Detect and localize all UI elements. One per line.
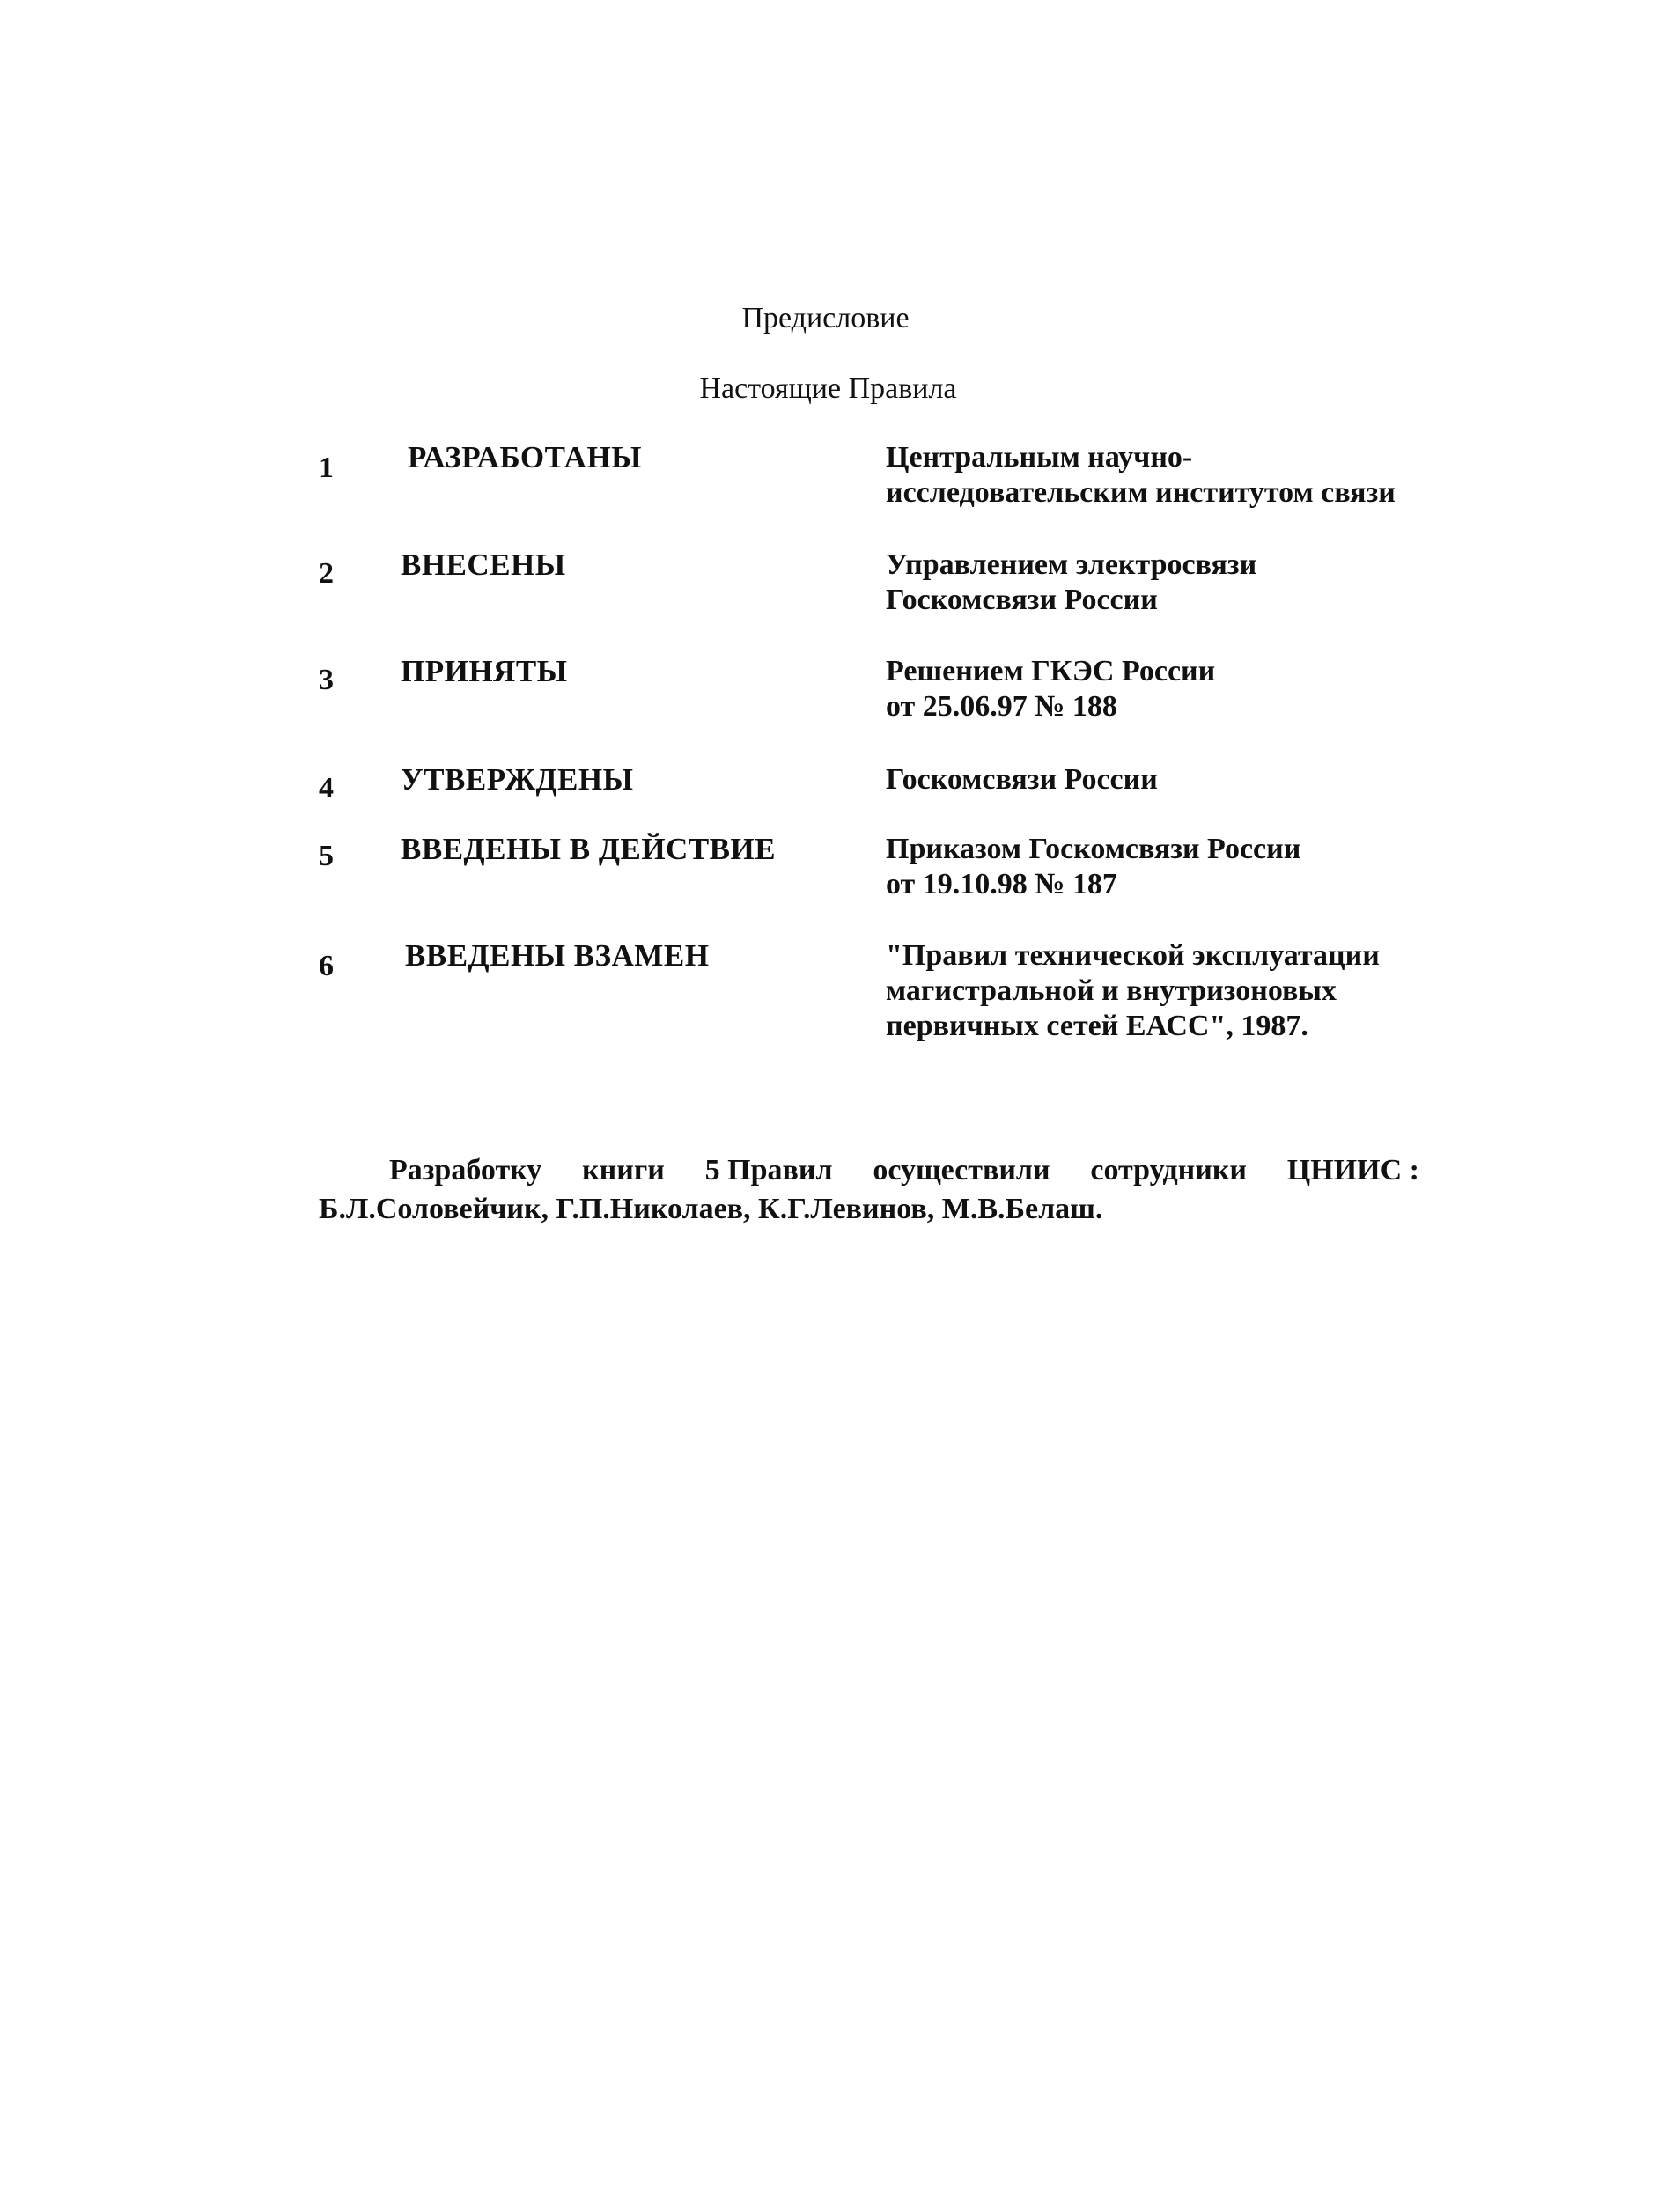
credits-paragraph: [319, 1151, 1419, 1229]
item-value: [886, 832, 1449, 902]
item-label: ВНЕСЕНЫ: [401, 547, 566, 582]
item-value-line: Решением ГКЭС России: [886, 655, 1216, 687]
item-value-line: Госкомсвязи России: [886, 763, 1158, 796]
credits-word: осуществили: [873, 1154, 1050, 1187]
item-value-line: "Правил технической эксплуатации: [886, 939, 1380, 972]
item-value-line: магистральной и внутризоновых: [886, 974, 1337, 1007]
item-value-line: Госкомсвязи России: [886, 584, 1158, 616]
item-number: 4: [319, 772, 334, 805]
item-value: [886, 938, 1449, 1044]
item-value: [886, 762, 1449, 797]
item-value: [886, 547, 1449, 618]
item-label: РАЗРАБОТАНЫ: [408, 440, 643, 474]
item-value-line: первичных сетей ЕАСС", 1987.: [886, 1010, 1308, 1042]
item-value-line: Приказом Госкомсвязи России: [886, 833, 1301, 865]
item-number: 2: [319, 557, 334, 590]
preface-title-text: Предисловие: [741, 302, 910, 334]
item-label: ПРИНЯТЫ: [401, 654, 568, 688]
credits-word: ЦНИИС :: [1286, 1154, 1419, 1187]
item-number: 5: [319, 840, 334, 872]
preface-subtitle: [0, 371, 1665, 407]
credits-line-1: [319, 1151, 1419, 1190]
item-value-line: исследовательским институтом связи: [886, 476, 1396, 509]
credits-line-2: Б.Л.Соловейчик, Г.П.Николаев, К.Г.Левинов, М.В.Белаш.: [319, 1193, 1103, 1225]
credits-word: 5 Правил: [704, 1154, 833, 1187]
credits-word: Разработку: [389, 1154, 542, 1187]
item-value-line: Управлением электросвязи: [886, 548, 1257, 581]
item-value: [886, 440, 1449, 511]
credits-word: книги: [582, 1154, 665, 1187]
item-value-line: Центральным научно-: [886, 441, 1193, 474]
item-value: [886, 654, 1449, 724]
item-value-line: от 25.06.97 № 188: [886, 690, 1117, 723]
item-label: УТВЕРЖДЕНЫ: [401, 762, 634, 797]
item-number: 3: [319, 664, 334, 696]
credits-word: сотрудники: [1090, 1154, 1247, 1187]
item-label: ВВЕДЕНЫ В ДЕЙСТВИЕ: [401, 832, 777, 866]
item-label: ВВЕДЕНЫ ВЗАМЕН: [405, 938, 710, 973]
item-number: 6: [319, 950, 334, 982]
preface-title: [0, 301, 1665, 336]
item-number: 1: [319, 452, 334, 484]
preface-subtitle-text: Настоящие Правила: [699, 372, 957, 405]
item-value-line: от 19.10.98 № 187: [886, 868, 1117, 900]
